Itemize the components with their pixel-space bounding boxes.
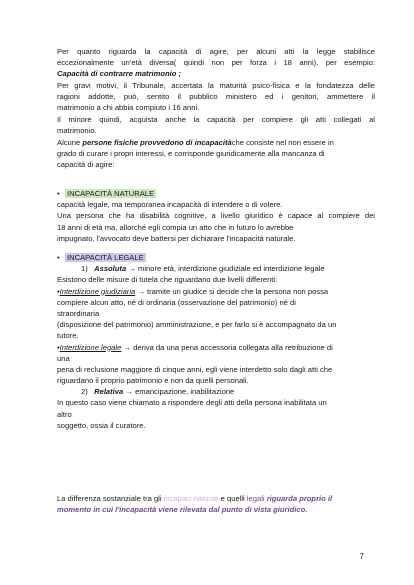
list-item-legal-interdiction — [57, 342, 375, 353]
text-line: soggetto, ossia il curatore. — [57, 420, 146, 430]
bullet-icon: • — [57, 342, 60, 352]
text-fragment: che consiste nel non essere in — [231, 138, 334, 147]
section-natural-incapacity — [57, 188, 375, 244]
list-number: 1) — [81, 264, 88, 274]
text-line: pena di reclusione maggiore di cinque anni, egli viene interdetto solo dagli atti che — [57, 364, 333, 374]
text-line: straordinaria — [57, 308, 100, 318]
text-line: una — [57, 353, 70, 363]
paragraph-age-exceptions — [57, 46, 375, 80]
text-line: Il minore quindi, acquista anche la capacità per compiere gli atti collegati al — [57, 114, 375, 124]
text-line: Una persona che ha disabilità cognitive, a livello giuridico è capace al compiere dei — [57, 211, 375, 221]
text-fragment: La differenza sostanziale tra gli — [57, 494, 164, 503]
text-line: matrimonio. — [57, 125, 97, 135]
paragraph-conclusion — [57, 493, 375, 515]
list-item-absolute — [57, 263, 375, 274]
text-fragment: → minore età, interdizione giudiziale ed interdizione legale — [126, 264, 325, 274]
text-line — [57, 493, 375, 504]
emphasis-persons: persone fisiche provvedono di incapacità — [82, 138, 232, 147]
text-line: eccezionalmente un'età diversa( quindi non per forza i 18 anni), per esempio: — [57, 58, 375, 68]
text-line: Per gravi motivi, il Tribunale, accertata la maturità psico-fisica e la fondatezza delle — [57, 81, 375, 90]
text-line: grado di curare i propri interessi, e corrisponde giuridicamente alla mancanza di — [57, 149, 325, 159]
text-line: 18 anni di età ma, allorché egli compia un atto che in futuro lo avrebbe — [57, 222, 294, 232]
text-line: capacità di agire: — [57, 160, 115, 170]
list-item-relative — [57, 386, 375, 397]
term-judicial-interdiction: Interdizione giudiziaria — [59, 286, 136, 296]
term-relative: Relativa — [94, 387, 124, 397]
text-fragment: e quelli — [218, 494, 247, 503]
list-number: 2) — [81, 387, 88, 397]
emphasis-concerns: riguarda proprio il — [264, 494, 333, 503]
text-line: Esistono delle misure di tutela che riguardano due livelli differenti: — [57, 275, 278, 285]
heading-marriage-capacity: Capacità di contrarre matrimonio ; — [57, 69, 182, 79]
paragraph-incapacity-intro — [57, 137, 375, 171]
bullet-icon: • — [57, 253, 60, 262]
text-fragment: → tramite un giudice si decide che la persona non possa — [135, 286, 329, 296]
section-legal-incapacity — [57, 252, 375, 431]
text-line: In questo caso viene chiamato a rispondere degli atti della persona inabilitata un — [57, 398, 327, 408]
text-line: (disposizione del patrimonio) amministrazione, e per farlo si è accompagnato da un — [57, 320, 337, 330]
page-number: 7 — [359, 552, 364, 561]
text-line: matrimonio a chi abbia compiuto i 16 anni. — [57, 103, 200, 113]
section-heading-legal — [57, 252, 375, 263]
accent-legal: legali — [246, 494, 265, 503]
bullet-icon: • — [57, 286, 60, 296]
term-absolute: Assoluta — [94, 264, 127, 274]
text-line: capacità legale, ma temporanea incapacità di intendere o di volere. — [57, 200, 283, 210]
text-fragment: Alcune — [57, 138, 83, 147]
text-line: ragioni addotte, può, sentito il pubblico ministero ed i genitori, ammettere il — [57, 92, 375, 102]
text-line: impugnato, l'avvocato deve battersi per dichiarare l'incapacità naturale. — [57, 233, 296, 243]
text-fragment: → deriva da una pena accessoria collegata alla retribuzione di — [121, 342, 333, 352]
list-item-judicial — [57, 286, 375, 297]
highlight-natural: INCAPACITÀ NATURALE — [67, 189, 155, 198]
text-fragment: → emancipazione, inabilitazione — [123, 387, 235, 397]
highlight-legal: INCAPACITÀ LEGALE — [67, 253, 144, 262]
emphasis-moment: momento in cui l'incapacità viene rilevata dal punto di vista giuridico. — [57, 505, 308, 515]
faint-natural-incapable: incapaci naturali — [163, 494, 219, 503]
section-heading-natural — [57, 188, 375, 199]
text-line: tutore. — [57, 331, 79, 341]
text-line — [57, 137, 375, 148]
text-line: riguardano il proprio patrimonio e non da quelli personali. — [57, 376, 249, 386]
text-line: compiere alcun atto, né di ordinaria (osservazione del patrimonio) né di — [57, 297, 296, 307]
term-legal-interdiction: Interdizione legale — [59, 342, 122, 352]
paragraph-tribunal — [57, 80, 375, 136]
text-line: altro — [57, 409, 72, 419]
bullet-icon: • — [57, 189, 60, 198]
text-line: Per quanto riguarda la capacità di agire, per alcuni atti la legge stabilisce — [57, 47, 375, 56]
